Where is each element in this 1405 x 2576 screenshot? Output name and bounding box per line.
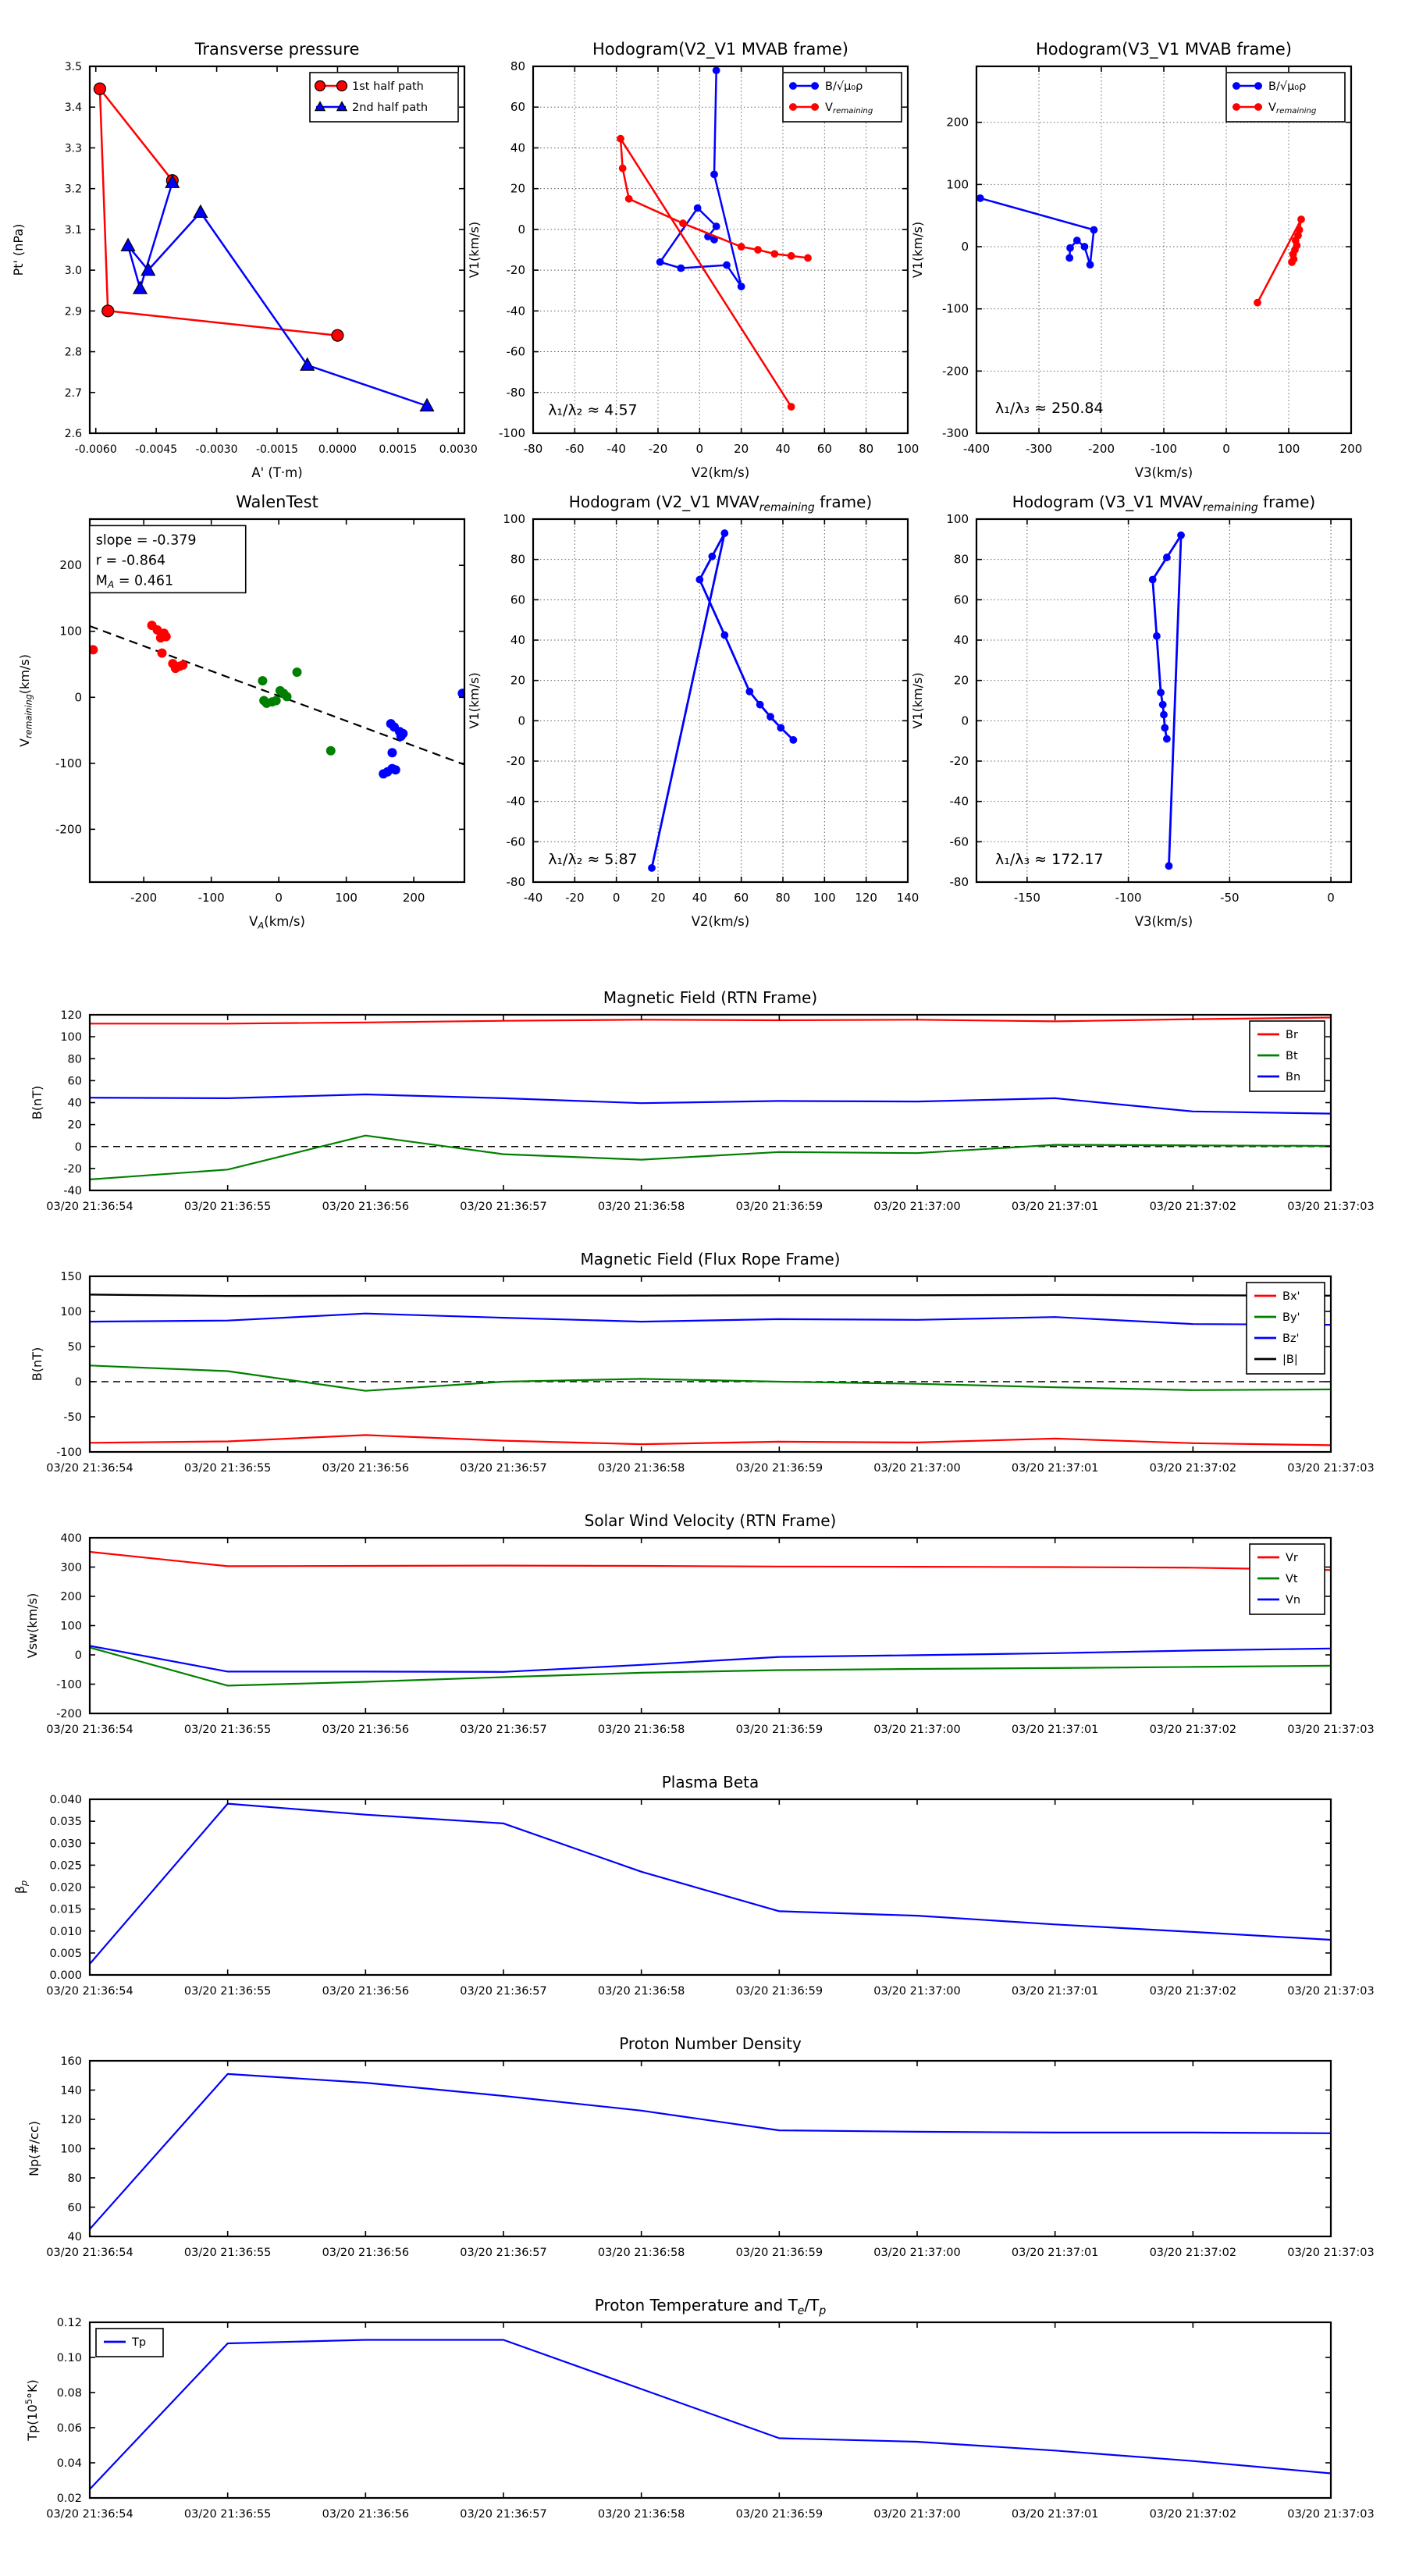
y-tick-label: -300 [941, 426, 969, 440]
y-tick-label: 60 [510, 592, 525, 607]
y-tick-label: -40 [506, 794, 525, 809]
x-tick-label: 03/20 21:36:56 [322, 1201, 410, 1213]
x-tick-label: 03/20 21:36:54 [46, 2247, 133, 2259]
x-tick-label: -40 [523, 891, 543, 905]
x-tick-label: 03/20 21:37:01 [1011, 2508, 1099, 2521]
y-tick-label: 0 [74, 1649, 82, 1662]
x-tick-label: -60 [565, 442, 585, 456]
y-tick-label: 3.2 [64, 183, 82, 196]
svg-text:r = -0.864: r = -0.864 [95, 553, 166, 569]
y-tick-label: 2.9 [64, 305, 82, 318]
y-tick-label: -20 [506, 263, 525, 278]
chart-proton-temperature [12, 2282, 1405, 2553]
x-tick-label: 03/20 21:37:03 [1287, 2247, 1375, 2259]
x-axis-label: V2(km/s) [691, 914, 750, 929]
y-tick-label: -50 [63, 1411, 82, 1424]
chart-title: Transverse pressure [194, 40, 360, 59]
x-tick-label: 60 [816, 442, 832, 456]
y-tick-label: 0 [518, 222, 525, 237]
x-tick-label: 0 [612, 891, 621, 905]
x-tick-label: -50 [1220, 891, 1240, 905]
chart-plasma-beta [12, 1759, 1405, 2030]
x-tick-label: -80 [523, 442, 543, 456]
x-tick-label: -20 [648, 442, 668, 456]
chart-title: Magnetic Field (RTN Frame) [603, 988, 818, 1007]
y-tick-label: -100 [55, 756, 82, 770]
x-tick-label: 140 [896, 891, 919, 905]
legend [1250, 1544, 1325, 1614]
y-tick-label: -40 [506, 304, 525, 318]
y-tick-label: 120 [60, 1009, 82, 1022]
y-tick-label: 40 [67, 2231, 82, 2243]
legend [1250, 1021, 1325, 1091]
x-tick-label: 03/20 21:36:58 [597, 2508, 685, 2521]
y-tick-label: 0.10 [56, 2352, 82, 2364]
x-tick-label: 0.0030 [439, 443, 478, 456]
y-tick-label: 0.000 [49, 1969, 82, 1982]
x-tick-label: 40 [775, 442, 791, 456]
x-tick-label: -100 [1115, 891, 1142, 905]
x-tick-label: 03/20 21:37:01 [1011, 1462, 1099, 1475]
y-tick-label: 100 [946, 512, 969, 526]
plot-svg-vsw-rtn [12, 1497, 1405, 1765]
x-tick-label: 03/20 21:36:56 [322, 2508, 410, 2521]
x-tick-label: 03/20 21:36:54 [46, 1985, 133, 1998]
x-tick-label: 03/20 21:36:55 [183, 1724, 272, 1736]
x-tick-label: 03/20 21:36:58 [597, 1462, 685, 1475]
x-tick-label: 03/20 21:37:00 [873, 2508, 961, 2521]
chart-title: Proton Number Density [619, 2034, 802, 2053]
y-tick-label: -100 [498, 426, 525, 440]
y-tick-label: -200 [56, 1708, 82, 1720]
y-tick-label: -200 [55, 822, 82, 837]
x-tick-label: 20 [650, 891, 666, 905]
y-axis-label: V1(km/s) [910, 672, 925, 729]
legend-label: B/√μ₀ρ [1268, 80, 1307, 93]
x-tick-label: 100 [813, 891, 836, 905]
x-tick-label: 03/20 21:37:03 [1287, 1201, 1375, 1213]
y-tick-label: 80 [67, 2172, 82, 2185]
y-tick-label: 2.8 [64, 346, 82, 359]
x-tick-label: 03/20 21:37:00 [873, 1462, 961, 1475]
x-tick-label: 03/20 21:36:56 [322, 2247, 410, 2259]
x-tick-label: 03/20 21:37:00 [873, 2247, 961, 2259]
x-tick-label: 0 [1327, 891, 1335, 905]
x-tick-label: 100 [335, 891, 357, 905]
plot-svg-plasma-beta [12, 1759, 1405, 2026]
y-tick-label: 20 [67, 1119, 82, 1132]
y-tick-label: 400 [60, 1532, 82, 1545]
y-tick-label: 3.3 [64, 142, 82, 155]
y-tick-label: 0 [74, 1376, 82, 1389]
x-axis-label: V3(km/s) [1134, 914, 1193, 929]
y-tick-label: 40 [67, 1097, 82, 1110]
chart-hodogram-v3v1-mvav [898, 479, 1405, 937]
x-tick-label: 03/20 21:37:03 [1287, 2508, 1375, 2521]
chart-title: Hodogram(V2_V1 MVAB frame) [592, 40, 848, 59]
x-tick-label: 03/20 21:37:02 [1149, 1985, 1237, 1998]
x-tick-label: -100 [197, 891, 225, 905]
y-tick-label: 80 [953, 552, 969, 567]
x-tick-label: 03/20 21:37:02 [1149, 2508, 1237, 2521]
x-tick-label: 03/20 21:37:01 [1011, 2247, 1099, 2259]
y-tick-label: 0.010 [49, 1925, 82, 1938]
y-tick-label: 120 [60, 2114, 82, 2126]
y-tick-label: 150 [60, 1271, 82, 1283]
y-tick-label: 200 [946, 115, 969, 130]
x-tick-label: 03/20 21:36:57 [460, 2247, 547, 2259]
x-tick-label: -200 [1087, 442, 1115, 456]
x-tick-label: -0.0045 [135, 443, 178, 456]
y-tick-label: -80 [949, 875, 969, 889]
legend [310, 73, 458, 122]
x-tick-label: 100 [896, 442, 919, 456]
x-tick-label: 20 [734, 442, 749, 456]
y-tick-label: -40 [63, 1185, 82, 1197]
y-tick-label: 100 [503, 512, 525, 526]
y-tick-label: 100 [60, 1031, 82, 1044]
legend [1247, 1283, 1325, 1374]
svg-text:MA = 0.461: $M_A = 0.461$ [95, 573, 174, 591]
y-tick-label: 0.04 [56, 2457, 82, 2470]
annotation [548, 402, 637, 419]
x-tick-label: -0.0015 [255, 443, 299, 456]
x-tick-label: 03/20 21:36:55 [183, 1462, 272, 1475]
legend-label: $V_{remaining}$ [1268, 101, 1317, 116]
legend-label: Br [1286, 1029, 1298, 1041]
x-axis-label: V3(km/s) [1134, 465, 1193, 480]
x-axis-label: A' (T·m) [251, 465, 303, 480]
x-tick-label: 03/20 21:36:58 [597, 1985, 685, 1998]
y-tick-label: -100 [56, 1678, 82, 1692]
annotation [995, 851, 1104, 868]
y-tick-label: 60 [67, 2201, 82, 2215]
chart-title: Hodogram (V3_V1 $MVAV_{remaining}$ frame) [1012, 493, 1316, 514]
x-tick-label: 03/20 21:36:57 [460, 1201, 547, 1213]
x-tick-label: 03/20 21:37:00 [873, 1201, 961, 1213]
y-tick-label: -100 [56, 1446, 82, 1459]
y-tick-label: 60 [67, 1075, 82, 1088]
y-tick-label: -60 [506, 834, 525, 849]
y-tick-label: 0 [961, 713, 969, 728]
x-tick-label: -400 [962, 442, 991, 456]
x-tick-label: 80 [775, 891, 791, 905]
y-tick-label: 0 [74, 690, 82, 705]
y-tick-label: -40 [949, 794, 969, 809]
y-tick-label: 2.6 [64, 428, 82, 440]
chart-bfield-rtn [12, 974, 1405, 1245]
x-tick-label: 03/20 21:36:54 [46, 1724, 133, 1736]
x-tick-label: 03/20 21:37:00 [873, 1724, 961, 1736]
y-tick-label: 100 [946, 177, 969, 192]
y-tick-label: -60 [506, 344, 525, 359]
legend-label: By' [1282, 1311, 1300, 1324]
x-tick-label: 03/20 21:36:59 [735, 1462, 823, 1475]
y-tick-label: 100 [60, 2143, 82, 2156]
y-axis-label: B(nT) [30, 1347, 44, 1382]
x-tick-label: -300 [1025, 442, 1053, 456]
x-tick-label: -100 [1150, 442, 1178, 456]
y-tick-label: 160 [60, 2055, 82, 2068]
y-axis-label: Np(#/cc) [27, 2121, 41, 2176]
y-tick-label: 20 [510, 181, 525, 196]
y-tick-label: -20 [63, 1162, 82, 1176]
svg-text:λ₁/λ₂ ≈ 4.57: λ₁/λ₂ ≈ 4.57 [548, 401, 638, 419]
annotation [90, 525, 246, 592]
x-tick-label: 03/20 21:36:55 [183, 1985, 272, 1998]
y-tick-label: 0.025 [49, 1859, 82, 1873]
x-tick-label: -200 [130, 891, 158, 905]
y-tick-label: 140 [60, 2084, 82, 2097]
x-tick-label: 200 [1339, 442, 1363, 456]
y-axis-label: V1(km/s) [467, 672, 482, 729]
y-tick-label: 40 [510, 141, 525, 155]
x-tick-label: 03/20 21:37:02 [1149, 1724, 1237, 1736]
chart-title: Proton Temperature and $T_e/T_p$ [594, 2296, 827, 2318]
x-tick-label: 120 [855, 891, 877, 905]
y-tick-label: 3.1 [64, 223, 82, 237]
x-tick-label: 03/20 21:37:02 [1149, 1201, 1237, 1213]
x-tick-label: 03/20 21:36:59 [735, 1985, 823, 1998]
y-tick-label: 200 [59, 558, 82, 573]
x-tick-label: 0 [275, 891, 283, 905]
x-tick-label: 03/20 21:36:54 [46, 1201, 133, 1213]
y-tick-label: 40 [510, 633, 525, 647]
y-axis-label: Pt' (nPa) [12, 223, 26, 276]
x-tick-label: -40 [606, 442, 626, 456]
x-tick-label: 03/20 21:37:03 [1287, 1462, 1375, 1475]
x-tick-label: 03/20 21:36:54 [46, 2508, 133, 2521]
x-tick-label: 03/20 21:36:59 [735, 2508, 823, 2521]
y-tick-label: 20 [510, 673, 525, 688]
y-tick-label: 0.015 [49, 1903, 82, 1916]
x-tick-label: 0.0015 [379, 443, 418, 456]
x-tick-label: 200 [402, 891, 425, 905]
y-axis-label: V1(km/s) [910, 221, 925, 279]
plot-svg-hodogram-v3v1-mvab [898, 26, 1405, 485]
x-tick-label: -0.0030 [195, 443, 238, 456]
y-tick-label: 0.035 [49, 1816, 82, 1829]
y-tick-label: 100 [60, 1620, 82, 1633]
svg-text:λ₁/λ₂ ≈ 5.87: λ₁/λ₂ ≈ 5.87 [548, 850, 638, 868]
x-tick-label: 03/20 21:36:57 [460, 1462, 547, 1475]
x-tick-label: 03/20 21:36:57 [460, 1724, 547, 1736]
y-tick-label: 80 [510, 552, 525, 567]
x-tick-label: 80 [859, 442, 874, 456]
legend-label: 1st half path [352, 80, 424, 93]
x-tick-label: 03/20 21:36:57 [460, 2508, 547, 2521]
x-tick-label: 03/20 21:36:59 [735, 2247, 823, 2259]
y-axis-label: $\beta_p$ [12, 1880, 30, 1895]
x-tick-label: 03/20 21:36:55 [183, 2508, 272, 2521]
chart-title: Solar Wind Velocity (RTN Frame) [584, 1511, 837, 1530]
y-tick-label: 0.06 [56, 2422, 82, 2435]
x-tick-label: 03/20 21:36:56 [322, 1985, 410, 1998]
x-tick-label: 03/20 21:37:02 [1149, 1462, 1237, 1475]
y-axis-label: $Tp(10^5^\circ K)$ [23, 2379, 40, 2441]
y-tick-label: 80 [67, 1053, 82, 1066]
x-tick-label: 03/20 21:36:59 [735, 1724, 823, 1736]
svg-text:λ₁/λ₃ ≈ 250.84: λ₁/λ₃ ≈ 250.84 [995, 400, 1104, 418]
y-tick-label: 60 [510, 100, 525, 115]
x-tick-label: 03/20 21:37:02 [1149, 2247, 1237, 2259]
legend [96, 2329, 163, 2357]
chart-bfield-fluxrope [12, 1236, 1405, 1507]
y-axis-label: $V_{remaining}(km/s)$ [17, 654, 34, 747]
y-tick-label: 0.005 [49, 1947, 82, 1960]
y-tick-label: 0 [961, 240, 969, 254]
y-tick-label: -60 [949, 834, 969, 849]
y-tick-label: 3.0 [64, 265, 82, 278]
y-axis-label: V1(km/s) [467, 221, 482, 279]
legend-label: Bx' [1282, 1290, 1300, 1303]
legend-label: Tp [132, 2336, 147, 2349]
y-tick-label: 0.02 [56, 2492, 82, 2505]
x-tick-label: 03/20 21:36:54 [46, 1462, 133, 1475]
chart-title: Magnetic Field (Flux Rope Frame) [580, 1250, 841, 1268]
x-tick-label: 0.0000 [318, 443, 357, 456]
y-tick-label: 40 [953, 633, 969, 647]
x-tick-label: 03/20 21:37:00 [873, 1985, 961, 1998]
x-tick-label: 03/20 21:36:58 [597, 2247, 685, 2259]
chart-title: Plasma Beta [661, 1773, 759, 1791]
annotation [548, 851, 637, 868]
x-tick-label: 100 [1277, 442, 1300, 456]
x-tick-label: 03/20 21:37:03 [1287, 1985, 1375, 1998]
plot-svg-bfield-fluxrope [12, 1236, 1405, 1503]
chart-title: Hodogram(V3_V1 MVAB frame) [1036, 40, 1292, 59]
x-tick-label: 03/20 21:36:58 [597, 1201, 685, 1213]
x-tick-label: 03/20 21:36:58 [597, 1724, 685, 1736]
x-tick-label: -150 [1013, 891, 1040, 905]
x-tick-label: 03/20 21:37:01 [1011, 1724, 1099, 1736]
x-tick-label: 03/20 21:37:03 [1287, 1724, 1375, 1736]
legend-label: Vt [1286, 1573, 1298, 1585]
x-axis-label: $V_A(km/s)$ [249, 914, 305, 931]
x-tick-label: 03/20 21:36:59 [735, 1201, 823, 1213]
svg-text:slope = -0.379: slope = -0.379 [95, 532, 197, 549]
y-tick-label: -20 [949, 754, 969, 768]
y-tick-label: 3.5 [64, 61, 82, 73]
y-tick-label: 0.030 [49, 1838, 82, 1851]
y-tick-label: -200 [941, 364, 969, 379]
legend-label: |B| [1282, 1354, 1298, 1366]
legend-label: Vn [1286, 1594, 1301, 1606]
y-tick-label: 0.020 [49, 1881, 82, 1895]
x-tick-label: 03/20 21:36:56 [322, 1724, 410, 1736]
y-tick-label: 100 [59, 624, 82, 639]
x-axis-label: V2(km/s) [691, 465, 750, 480]
x-tick-label: 60 [734, 891, 749, 905]
x-tick-label: 03/20 21:36:55 [183, 2247, 272, 2259]
legend-label: 2nd half path [352, 101, 429, 114]
y-tick-label: -100 [941, 301, 969, 316]
y-tick-label: -80 [506, 875, 525, 889]
y-tick-label: 0 [74, 1140, 82, 1154]
y-tick-label: 300 [60, 1561, 82, 1574]
x-tick-label: 03/20 21:36:56 [322, 1462, 410, 1475]
legend [1226, 73, 1345, 122]
annotation [995, 400, 1104, 417]
y-tick-label: 0.08 [56, 2387, 82, 2400]
y-tick-label: -80 [506, 385, 525, 400]
legend-label: Bt [1286, 1050, 1298, 1062]
y-tick-label: 200 [60, 1591, 82, 1603]
svg-text:λ₁/λ₃ ≈ 172.17: λ₁/λ₃ ≈ 172.17 [995, 850, 1104, 868]
x-tick-label: -20 [565, 891, 585, 905]
x-tick-label: 40 [692, 891, 707, 905]
y-tick-label: 100 [60, 1306, 82, 1318]
chart-title: WalenTest [236, 493, 318, 511]
chart-proton-density [12, 2020, 1405, 2291]
legend [783, 73, 902, 122]
legend-label: Bz' [1282, 1332, 1300, 1345]
plot-svg-proton-temperature [12, 2282, 1405, 2549]
x-tick-label: 03/20 21:37:01 [1011, 1201, 1099, 1213]
y-tick-label: 50 [67, 1341, 82, 1354]
legend-label: Vr [1286, 1552, 1298, 1564]
y-tick-label: 0.12 [56, 2317, 82, 2329]
chart-title: Hodogram (V2_V1 $MVAV_{remaining}$ frame) [568, 493, 873, 514]
y-tick-label: 3.4 [64, 101, 82, 115]
x-tick-label: 03/20 21:36:57 [460, 1985, 547, 1998]
y-tick-label: 2.7 [64, 386, 82, 400]
y-tick-label: 0 [518, 713, 525, 728]
y-tick-label: 20 [953, 673, 969, 688]
y-tick-label: -20 [506, 754, 525, 768]
legend-label: Bn [1286, 1071, 1301, 1083]
y-tick-label: 0.040 [49, 1794, 82, 1806]
x-tick-label: 03/20 21:36:55 [183, 1201, 272, 1213]
plot-svg-bfield-rtn [12, 974, 1405, 1242]
legend-label: B/√μ₀ρ [825, 80, 863, 93]
x-tick-label: 03/20 21:37:01 [1011, 1985, 1099, 1998]
y-axis-label: Vsw(km/s) [25, 1592, 40, 1659]
y-axis-label: B(nT) [30, 1085, 44, 1120]
chart-vsw-rtn [12, 1497, 1405, 1768]
y-tick-label: 80 [510, 59, 525, 73]
legend-label: $V_{remaining}$ [825, 101, 873, 116]
chart-hodogram-v3v1-mvab [898, 26, 1405, 488]
x-tick-label: 0 [1222, 442, 1230, 456]
plot-svg-proton-density [12, 2020, 1405, 2288]
y-tick-label: 60 [953, 592, 969, 607]
plot-svg-hodogram-v3v1-mvav [898, 479, 1405, 934]
x-tick-label: -0.0060 [74, 443, 117, 456]
x-tick-label: 0 [695, 442, 704, 456]
